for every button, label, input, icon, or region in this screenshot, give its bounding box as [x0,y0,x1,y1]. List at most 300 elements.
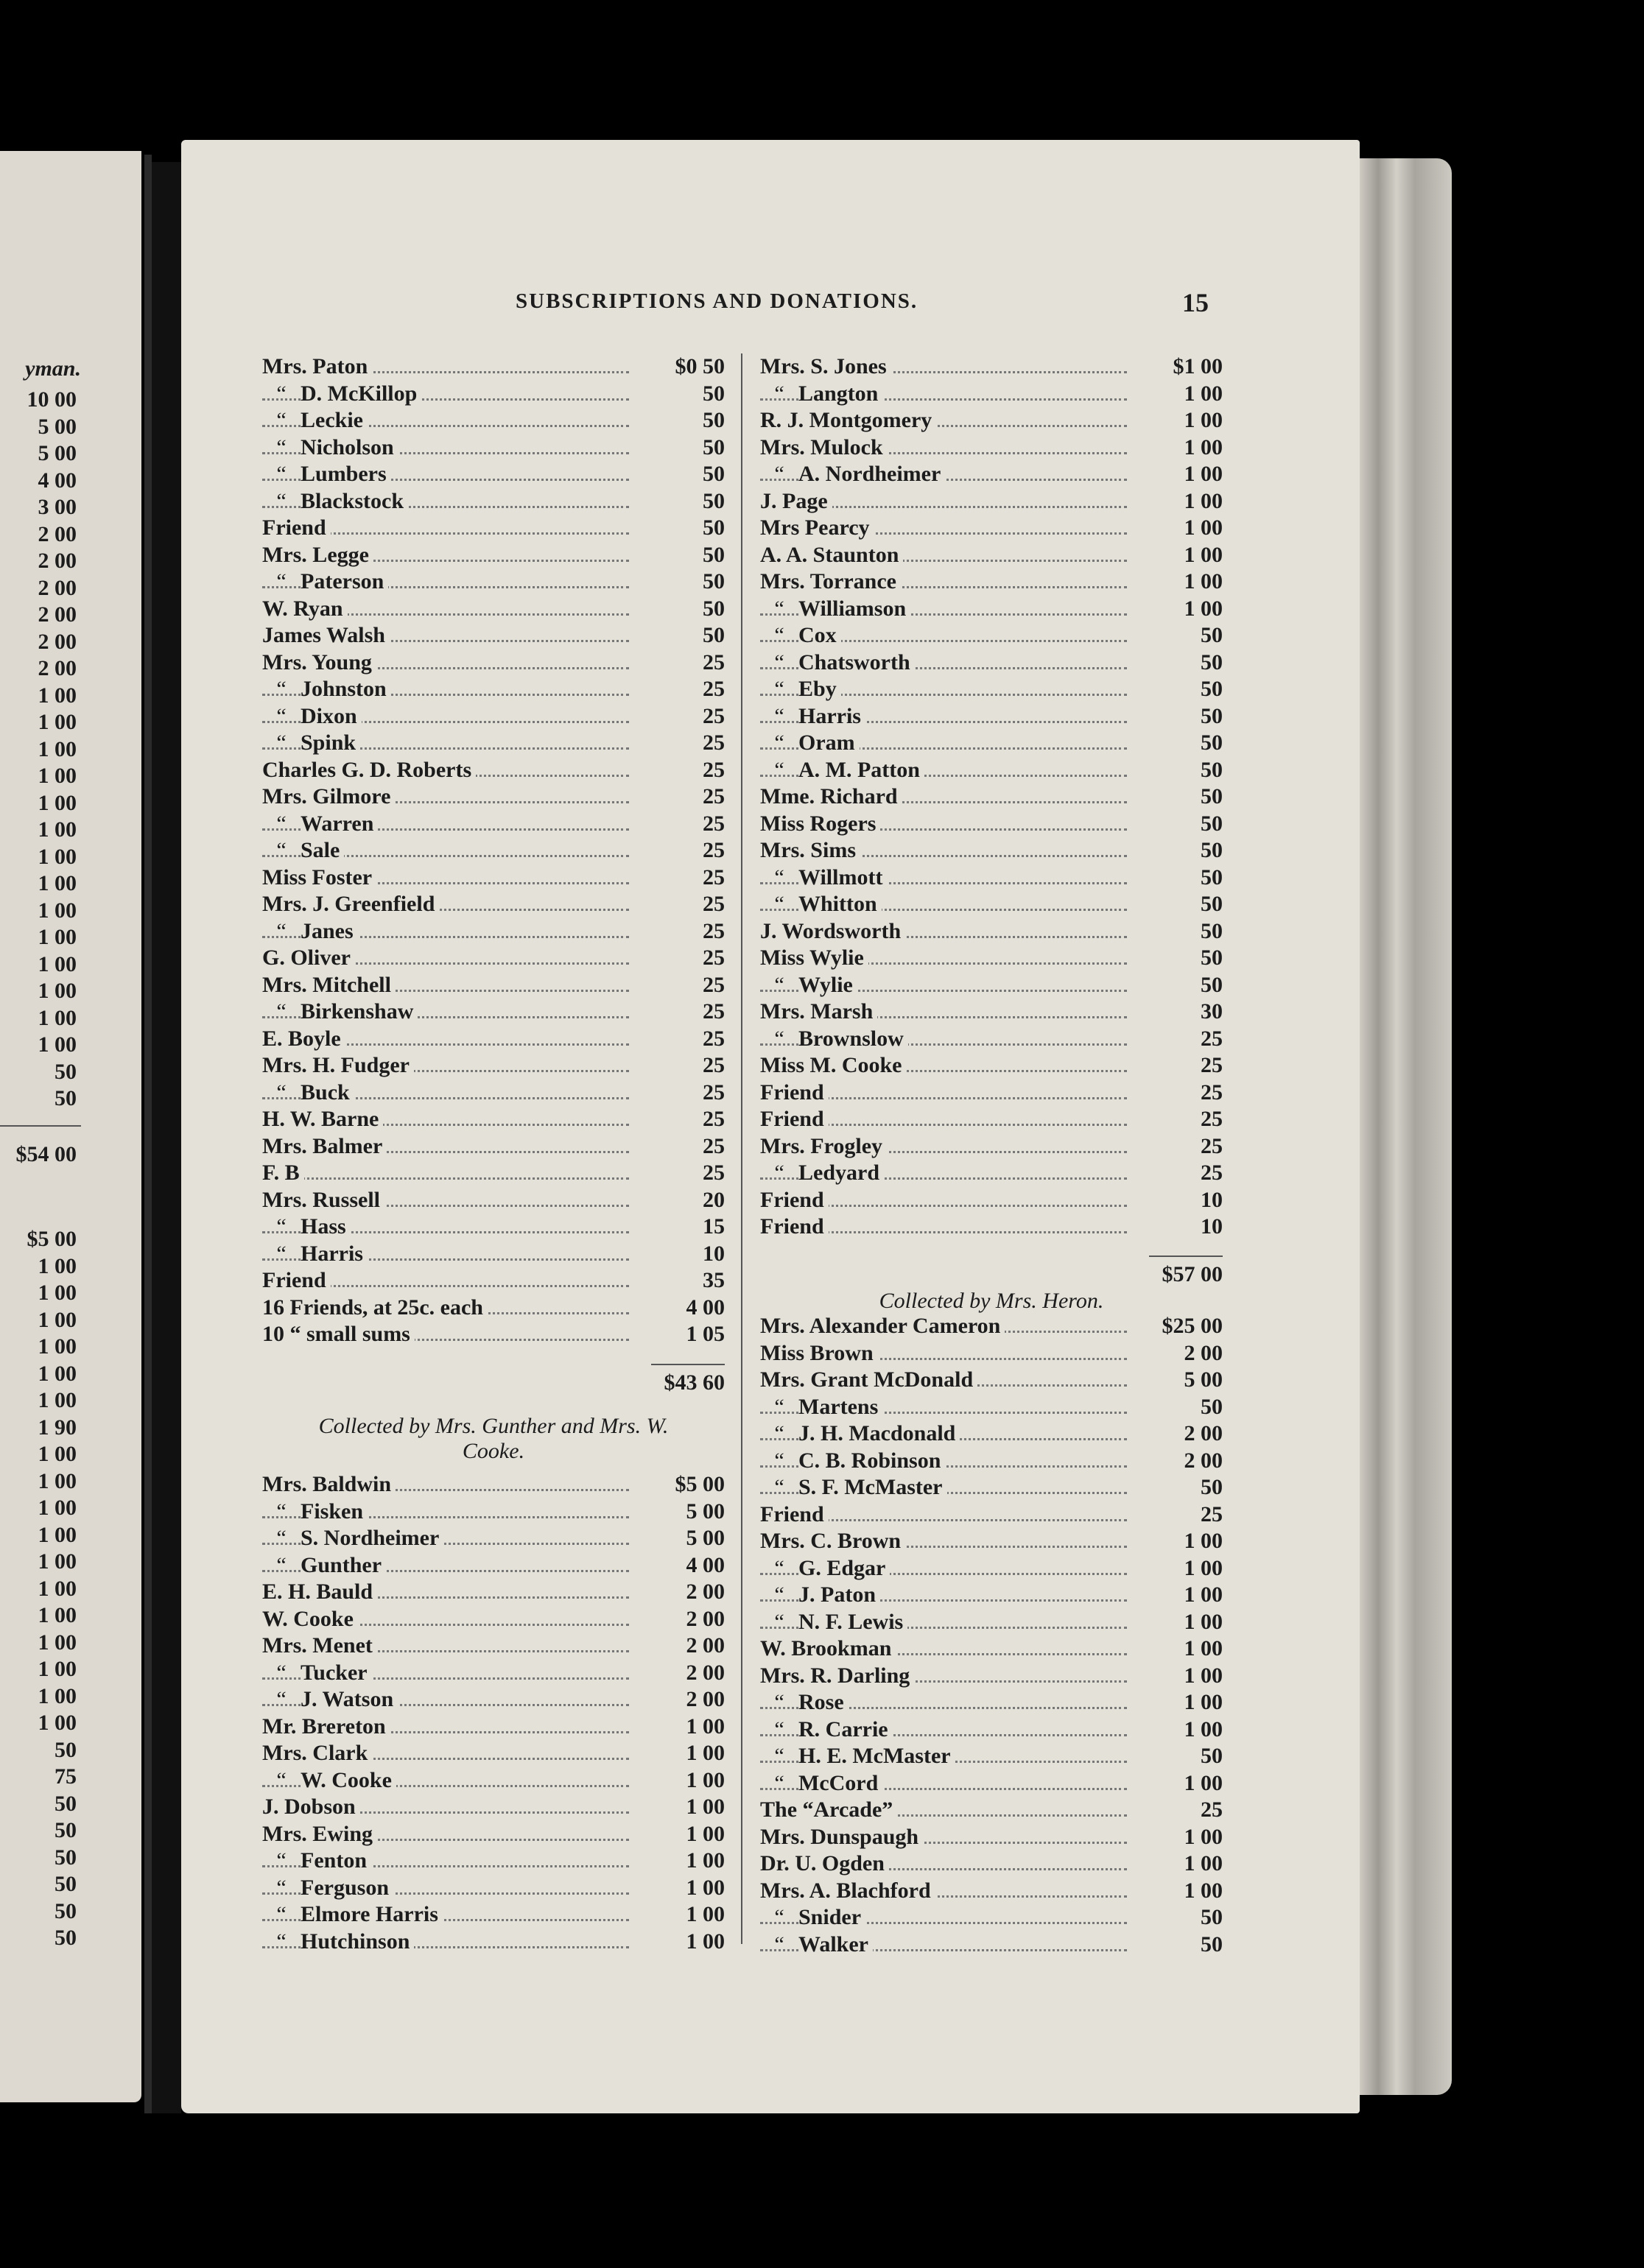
donor-name [262,1214,351,1240]
subscription-row [262,1267,725,1294]
ditto-mark: “ [774,677,784,701]
donor-name [760,1555,890,1582]
subscription-row [262,1160,725,1186]
donation-amount: 2 00 [636,1606,725,1633]
donor-name [262,1471,396,1498]
subscription-row [262,596,725,622]
donation-amount: 50 [636,542,725,568]
left-fragment-amount: 1 00 [38,1442,77,1466]
left-fragment-amount: 1 00 [38,1281,77,1305]
donor-name [262,1321,415,1348]
donation-amount: 50 [1134,1474,1223,1501]
subscription-row [760,891,1223,918]
subscription-row [262,945,725,971]
donation-amount: 25 [636,1080,725,1106]
page-header: SUBSCRIPTIONS AND DONATIONS. [516,289,918,313]
donor-name [760,703,865,730]
donation-amount: 25 [636,1106,725,1133]
subscription-row [262,381,725,407]
donor-name [760,353,891,380]
left-fragment-amount: 10 00 [27,387,77,412]
donation-amount: 1 00 [636,1848,725,1874]
subscription-row [262,1106,725,1133]
subscription-row [262,730,725,756]
subscription-row [262,1187,725,1214]
donation-amount: 1 00 [1134,1609,1223,1635]
subscription-row [262,1929,725,1955]
donor-name [262,837,344,864]
donor-name-text: A. M. Patton [798,758,924,782]
ditto-mark: “ [276,434,287,459]
donor-name [262,1552,386,1579]
left-fragment-amount: 1 00 [38,1522,77,1547]
donor-name [262,1606,358,1633]
subscription-row [262,811,725,837]
subscription-row [760,1474,1223,1501]
donor-name [760,515,874,541]
donor-name-text: Langton [798,381,882,406]
ditto-mark: “ [774,757,784,782]
donation-amount: 25 [1134,1797,1223,1823]
donor-name [262,1267,331,1294]
donation-amount: 25 [636,1052,725,1079]
donor-name-text: Mr. Brereton [262,1714,390,1739]
donation-amount: 50 [636,461,725,487]
left-fragment-amount: 1 00 [38,1549,77,1574]
donor-name [262,918,358,945]
dot-leader [262,1177,629,1180]
donor-name-text: Mrs. Balmer [262,1134,387,1158]
ditto-mark: “ [774,623,784,647]
subscription-row [262,353,725,380]
donor-name [760,1474,947,1501]
donor-name-text: W. Brookman [760,1636,896,1660]
ditto-mark: “ [276,730,287,755]
donation-amount: 1 00 [1134,1582,1223,1608]
donor-name [760,1080,829,1106]
donor-name [760,891,882,918]
subscription-row [262,542,725,568]
left-fragment-amount: 1 00 [38,925,77,949]
left-fragment-amount: 50 [55,1086,77,1110]
subscription-row [262,1080,725,1106]
left-fragment-amount: 2 00 [38,549,77,573]
donor-name [262,1498,368,1525]
donor-name [262,1901,443,1928]
left-fragment-amount: 1 00 [38,898,77,923]
ditto-mark: “ [774,892,784,916]
donation-amount: 1 00 [636,1821,725,1848]
donor-name-text: Mrs. Gilmore [262,784,395,809]
donation-amount: 25 [636,730,725,756]
donor-name [262,1929,414,1955]
donation-amount: 25 [636,757,725,783]
subscription-row [760,515,1223,541]
donor-name-text: Mrs. Baldwin [262,1472,396,1496]
ditto-mark: “ [276,488,287,513]
donor-name [262,1740,372,1767]
subscription-row [760,649,1223,676]
left-fragment-rule [0,1125,81,1127]
subscription-row [760,1367,1223,1393]
donation-amount: 25 [1134,1052,1223,1079]
left-fragment-amount: 5 00 [38,441,77,465]
donor-name-text: J. Paton [798,1582,880,1607]
donation-amount: 50 [1134,972,1223,999]
ditto-mark: “ [276,1498,287,1524]
subscription-row [760,1133,1223,1160]
subscription-row [760,1448,1223,1474]
donation-amount: 2 00 [1134,1448,1223,1474]
left-fragment-amount: 50 [55,1926,77,1950]
donor-name-text: Miss Foster [262,865,376,890]
donor-name-text: Mrs. Young [262,650,376,675]
donation-amount: 1 00 [636,1714,725,1740]
subscription-row [760,1394,1223,1420]
ditto-mark: “ [276,703,287,728]
total-row [760,1261,1223,1288]
subscription-row [760,1878,1223,1904]
left-fragment-amount: 1 00 [38,736,77,761]
donation-amount: 25 [636,649,725,676]
left-fragment-amount: 1 00 [38,1307,77,1332]
ditto-mark: “ [276,1241,287,1266]
donor-name-text: Birkenshaw [301,999,418,1024]
subscription-row [760,1420,1223,1447]
subscription-row [760,1797,1223,1823]
subscription-row [262,1026,725,1052]
donor-name-text: Mrs. Dunspaugh [760,1825,923,1849]
subscription-row [262,1794,725,1820]
donor-name-text: Mrs. Russell [262,1188,384,1212]
donor-name-text: Charles G. D. Roberts [262,758,476,782]
donation-amount: 20 [636,1187,725,1214]
ditto-mark: “ [276,918,287,943]
donation-amount: 1 00 [1134,407,1223,434]
donation-amount: 4 00 [636,1295,725,1321]
donation-amount: 1 00 [636,1929,725,1955]
subscription-row [760,864,1223,891]
donor-name [262,1767,396,1794]
donation-amount: 1 00 [1134,1663,1223,1689]
donation-amount: 50 [636,488,725,515]
donor-name [262,1295,488,1321]
subscription-row [760,1770,1223,1797]
subscription-row [262,434,725,461]
donor-name [760,1635,896,1662]
donor-name [262,434,398,461]
donation-amount: 1 00 [1134,515,1223,541]
donor-name [262,1821,377,1848]
subscription-row [760,1743,1223,1769]
subscription-row [262,1498,725,1525]
total-amount: $57 00 [1162,1262,1223,1286]
donor-name-text: A. Nordheimer [798,462,945,486]
donor-name-text: Miss Brown [760,1341,878,1365]
donor-name [262,1875,393,1901]
donor-name [760,1850,889,1877]
left-fragment-amount: 2 00 [38,629,77,654]
subscription-row [262,1848,725,1874]
ditto-mark: “ [774,1448,784,1473]
donation-amount: 25 [1134,1501,1223,1528]
donation-amount: 25 [636,891,725,918]
subscription-row [760,1689,1223,1716]
donor-name [760,1663,914,1689]
section-heading: Collected by Mrs. Gunther and Mrs. W. [318,1414,669,1438]
donation-amount: 1 00 [1134,1878,1223,1904]
section-heading: Collected by Mrs. Heron. [879,1289,1104,1313]
ditto-mark: “ [774,649,784,675]
donor-name [262,649,376,676]
donation-amount: 1 00 [1134,381,1223,407]
ditto-mark: “ [276,1902,287,1926]
subscription-row [760,1026,1223,1052]
subscription-row [262,837,725,864]
donor-name [760,596,910,622]
ditto-mark: “ [774,1161,784,1185]
donor-name-text: F. B [262,1161,304,1185]
subscription-row [262,1552,725,1579]
donor-name-text: N. F. Lewis [798,1610,907,1634]
donation-amount: 50 [1134,757,1223,783]
donor-name-text: Friend [262,515,331,540]
donor-name-text: Mrs. J. Greenfield [262,892,439,916]
left-fragment-amount: 5 00 [38,414,77,439]
donor-name [760,1716,893,1743]
left-fragment-amount: 50 [55,1059,77,1084]
left-fragment-amount: 1 00 [38,951,77,976]
ditto-mark: “ [774,1421,784,1445]
subscription-row [760,783,1223,810]
donation-amount: 50 [636,381,725,407]
donor-name-text: J. Wordsworth [760,919,905,943]
donation-amount: 1 00 [1134,596,1223,622]
donation-amount: 10 [1134,1214,1223,1240]
donor-name [760,1582,880,1608]
donor-name-text: D. McKillop [301,381,421,406]
donor-name-text: Spink [301,730,360,755]
subscription-row [262,407,725,434]
donor-name [760,1689,849,1716]
donor-name [760,1367,977,1393]
donor-name [760,783,902,810]
donor-name [760,407,936,434]
subscription-row [262,1241,725,1267]
ditto-mark: “ [276,1080,287,1105]
total-rule [651,1364,725,1365]
subscription-row [262,703,725,730]
donation-amount: 1 00 [1134,568,1223,595]
subscription-row [760,1850,1223,1877]
donor-name-text: Mrs. H. Fudger [262,1053,414,1077]
donor-name-text: C. B. Robinson [798,1448,945,1473]
donor-name [760,1743,955,1769]
subscription-row [760,1663,1223,1689]
donor-name-text: Ferguson [301,1876,393,1900]
donor-name-text: W. Ryan [262,596,348,621]
left-fragment-amount: 50 [55,1872,77,1896]
left-fragment-amount: 1 00 [38,1603,77,1627]
subscription-row [262,461,725,487]
subscription-row [760,676,1223,702]
donor-name-text: Mrs. Mitchell [262,973,396,997]
ditto-mark: “ [276,1687,287,1711]
donor-name [262,1052,414,1079]
donation-amount: 50 [1134,676,1223,702]
ditto-mark: “ [276,1767,287,1792]
subscription-row [760,381,1223,407]
left-fragment-amount: 1 00 [38,1496,77,1520]
donor-name [760,972,857,999]
ditto-mark: “ [774,1716,784,1742]
ditto-mark: “ [276,1214,287,1239]
donation-amount: 50 [636,568,725,595]
ditto-mark: “ [276,569,287,594]
subscription-row [262,1821,725,1848]
ditto-mark: “ [774,1931,784,1957]
donor-name [760,461,945,487]
left-fragment-amount: 1 00 [38,1657,77,1681]
subscription-row [262,1767,725,1794]
left-fragment-amount: $5 00 [27,1227,77,1251]
ditto-mark: “ [774,1609,784,1634]
subscription-row [760,945,1223,971]
subscription-row [760,1214,1223,1240]
donor-name-text: 10 “ small sums [262,1322,415,1346]
total-row [262,1370,725,1396]
donor-name [760,568,901,595]
ditto-mark: “ [276,408,287,432]
donor-name [760,1448,945,1474]
donation-amount: 25 [1134,1160,1223,1186]
subscription-row [262,864,725,891]
donor-name [262,811,378,837]
donor-name [760,542,903,568]
subscription-row [760,568,1223,595]
donation-amount: 5 00 [636,1525,725,1552]
ditto-mark: “ [774,1744,784,1768]
left-fragment-amount: 2 00 [38,656,77,680]
left-fragment-amount: 50 [55,1898,77,1923]
donation-amount: $25 00 [1134,1313,1223,1339]
donation-amount: 4 00 [636,1552,725,1579]
donor-name-text: Ledyard [798,1161,884,1185]
left-fragment-amount: 50 [55,1737,77,1762]
left-fragment-amount: 4 00 [38,468,77,493]
ditto-mark: “ [276,1526,287,1550]
donor-name [760,381,882,407]
donor-name-text: H. E. McMaster [798,1744,955,1768]
donation-amount: 25 [1134,1080,1223,1106]
donation-amount: 50 [636,434,725,461]
book-gutter [152,162,181,2113]
donation-amount: 50 [1134,649,1223,676]
donor-name [760,1052,906,1079]
subscription-row [760,1528,1223,1554]
donation-amount: 50 [1134,945,1223,971]
ditto-mark: “ [774,730,784,755]
donor-name [262,1525,443,1552]
donation-amount: 1 00 [1134,1555,1223,1582]
donor-name-text: E. Boyle [262,1026,345,1051]
donor-name-text: Janes [301,919,358,943]
donation-amount: 1 00 [1134,1850,1223,1877]
donation-amount: 25 [636,783,725,810]
subscription-row [760,622,1223,649]
donor-name [760,730,860,756]
donor-name [262,945,355,971]
donor-name-text: Johnston [301,677,391,701]
donation-amount: 2 00 [636,1579,725,1605]
donor-name-text: Friend [760,1188,829,1212]
donation-amount: 50 [1134,622,1223,649]
subscription-row [262,676,725,702]
donation-amount: 50 [1134,1743,1223,1769]
donor-name [760,1340,878,1367]
donor-name-text: Warren [301,811,378,836]
donation-amount: 5 00 [1134,1367,1223,1393]
donation-amount: 1 00 [636,1740,725,1767]
donor-name-text: Mrs. A. Blachford [760,1878,935,1903]
donor-name-text: Miss Wylie [760,945,868,970]
donation-amount: 50 [636,515,725,541]
donation-amount: 1 00 [1134,461,1223,487]
left-fragment-amount: 1 00 [38,1630,77,1655]
donor-name [760,757,924,783]
donor-name-text: Fisken [301,1499,368,1524]
ditto-mark: “ [276,462,287,486]
donor-name [760,945,868,971]
ditto-mark: “ [276,1875,287,1900]
donor-name-text: Mrs Pearcy [760,515,874,540]
donor-name [262,1579,377,1605]
donation-amount: 25 [1134,1133,1223,1160]
donor-name-text: Mme. Richard [760,784,902,809]
ditto-mark: “ [774,462,784,486]
donor-name-text: Mrs. C. Brown [760,1529,905,1553]
donation-amount: 2 00 [1134,1420,1223,1447]
donation-amount: 50 [1134,703,1223,730]
subscription-row [760,1635,1223,1662]
donor-name [262,596,348,622]
donor-name-text: Wylie [798,973,857,997]
donation-amount: $5 00 [636,1471,725,1498]
ditto-mark: “ [276,677,287,701]
donor-name [760,864,887,891]
donor-name-text: J. H. Macdonald [798,1421,960,1445]
donation-amount: 25 [636,945,725,971]
subscription-row [760,703,1223,730]
donor-name-text: Hutchinson [301,1929,414,1954]
donor-name [262,1686,398,1713]
donor-name-text: S. Nordheimer [301,1526,443,1550]
left-fragment-amount: 1 00 [38,871,77,895]
left-fragment-amount: 1 00 [38,1711,77,1735]
donor-name [262,488,408,515]
left-fragment-amount: 1 00 [38,1683,77,1708]
donor-name [760,1770,882,1797]
donor-name-text: Whitton [798,892,882,916]
donor-name-text: J. Dobson [262,1795,360,1819]
donation-amount: 50 [1134,891,1223,918]
donor-name-text: Mrs. Mulock [760,435,888,459]
donor-name-text: Mrs. S. Jones [760,354,891,378]
donation-amount: 50 [1134,811,1223,837]
donation-amount: 10 [1134,1187,1223,1214]
subscription-row [262,515,725,541]
donor-name-text: E. H. Bauld [262,1580,377,1604]
